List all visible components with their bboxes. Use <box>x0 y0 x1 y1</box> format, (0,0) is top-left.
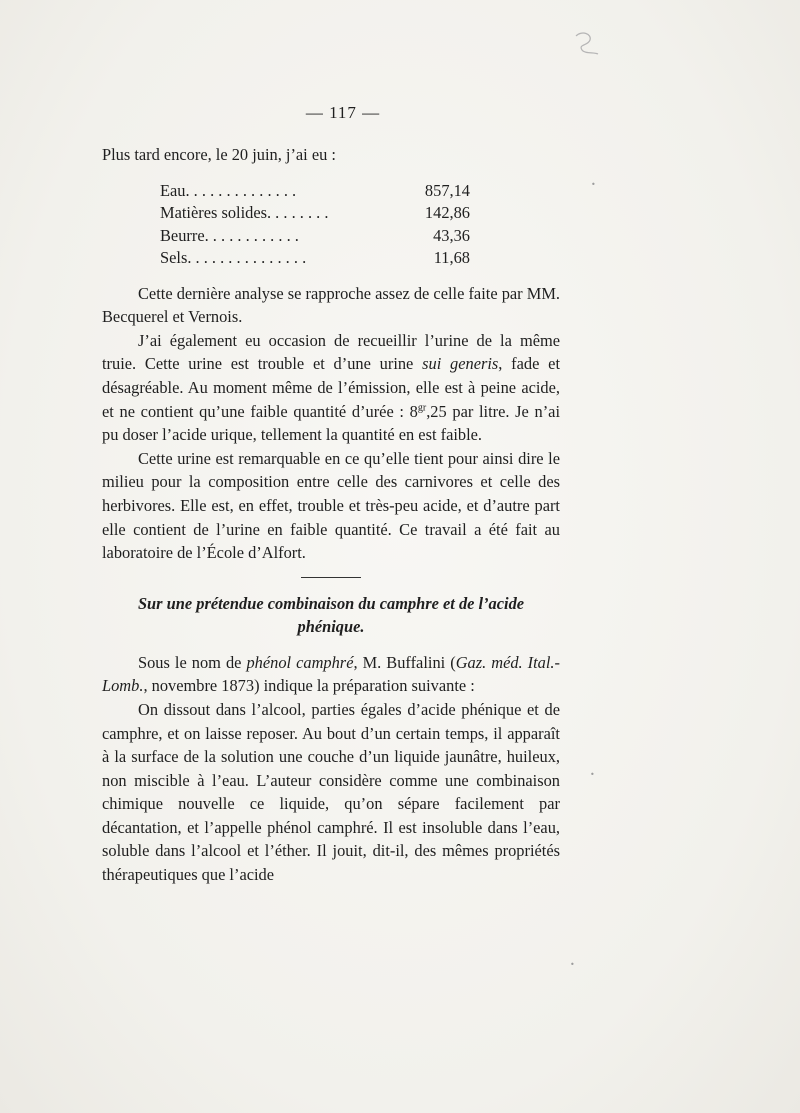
page-content <box>102 103 560 887</box>
row-label: Beurre. . . . . . . . . . . . <box>160 225 299 245</box>
row-label: Matières solides. . . . . . . . <box>160 203 329 223</box>
corner-scribble-icon <box>572 30 602 62</box>
italic-phrase: phénol camphré <box>246 652 354 672</box>
citation-italic: Gaz. méd. Ital.-Lomb. <box>102 652 560 696</box>
paragraph-4: Sous le nom de phénol camphré, M. Buffalini (Gaz. méd. Ital.-Lomb., novembre 1873) indique la préparation suivante : <box>102 652 560 696</box>
table-row <box>160 181 470 204</box>
row-value: 142,86 <box>424 203 470 223</box>
table-row <box>160 226 470 249</box>
paragraph-2: J’ai également eu occasion de recueillir l’urine de la même truie. Cette urine est trouble et d’une urine sui generis, fade et désagréable. Au moment même de l’émission, elle est à peine acide, et ne contient qu’une faible quantité d’urée : $8^{gr},25$ par litre. Je n’ai pu doser l’acide urique, tellement la quantité en est faible. <box>102 330 561 445</box>
superscript: gr <box>417 402 427 414</box>
row-value: 857,14 <box>424 180 470 200</box>
italic-phrase: sui generis <box>422 354 499 374</box>
table-row <box>160 248 470 271</box>
intro-line: Plus tard encore, le 20 juin, j’ai eu : <box>102 145 336 164</box>
page-number: — 117 — <box>305 103 381 122</box>
row-value: 11,68 <box>433 248 470 268</box>
analysis-table <box>160 181 470 271</box>
section-title-line-2: phénique. <box>297 617 365 637</box>
paragraph-1: Cette dernière analyse se rapproche assez de celle faite par MM. Becquerel et Vernois. <box>102 283 560 327</box>
margin-dot-icon: • <box>570 960 575 969</box>
section-title <box>102 592 560 639</box>
row-label: Sels. . . . . . . . . . . . . . . <box>160 248 307 268</box>
table-row <box>160 203 470 226</box>
row-value: 43,36 <box>433 225 470 245</box>
section-divider <box>301 577 361 578</box>
section-title-line-1: Sur une prétendue combinaison du camphre et de l’acide <box>137 593 525 613</box>
paragraph-3: Cette urine est remarquable en ce qu’elle tient pour ainsi dire le milieu pour la composition entre celle des carnivores et celle des herbivores. Elle est, en effet, trouble et très-peu acide, et d’autre part elle contient de l’urine en faible quantité. Ce travail a été fait au laboratoire de l’École d’Alfort. <box>102 448 560 563</box>
margin-dot-icon: • <box>591 180 596 189</box>
row-label: Eau. . . . . . . . . . . . . . <box>160 180 297 200</box>
margin-dot-icon: • <box>590 770 595 779</box>
paragraph-5: On dissout dans l’alcool, parties égales d’acide phénique et de camphre, et on laisse reposer. Au bout d’un certain temps, il apparaît à la surface de la solution une couche d’un liquide jaunâtre, huileux, non miscible à l’eau. L’auteur considère comme une combinaison chimique nouvelle ce liquide, qu’on sépare facilement par décantation, et l’appelle phénol camphré. Il est insoluble dans l’eau, soluble dans l’alcool et l’éther. Il jouit, dit-il, des mêmes propriétés thérapeutiques que l’acide <box>102 699 560 885</box>
